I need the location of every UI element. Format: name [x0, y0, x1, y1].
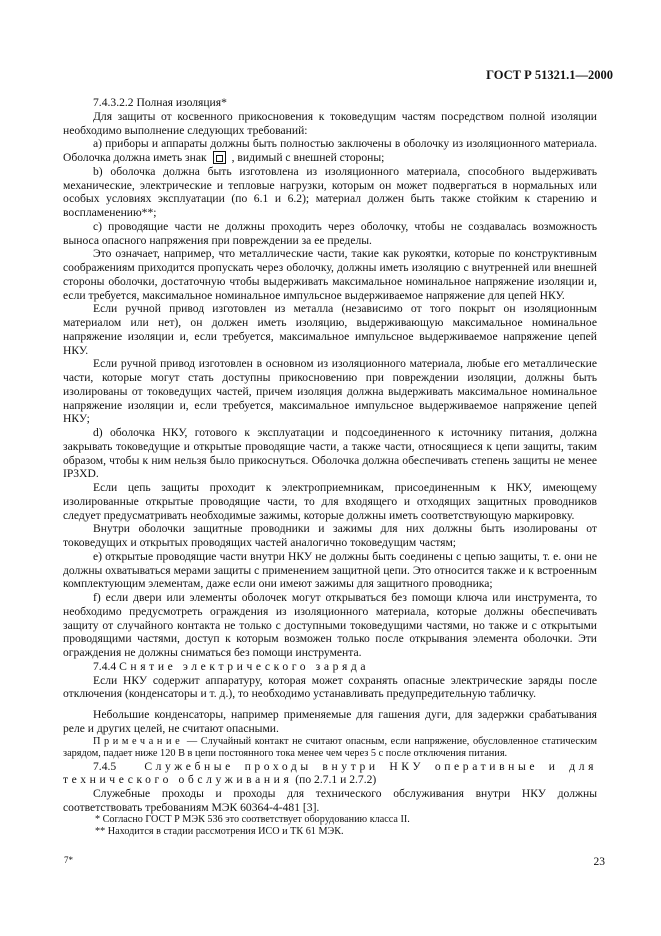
paragraph: Служебные проходы и проходы для технического обслуживания внутри НКУ должны соответствовать требованиям МЭК 60364-4-481 [3].: [63, 787, 597, 814]
paragraph: Внутри оболочки защитные проводники и зажимы для них должны быть изолированы от токоведущих и открытых проводящих частей аналогично токоведущим частям;: [63, 522, 597, 549]
paragraph-item-e: е) открытые проводящие части внутри НКУ не должны быть соединены с цепью защиты, т. е. они не должны охватываться мерами защиты с применением защитной цепи. Это относится также и к встроенным комплектующим элементам, даже если они имеют зажимы для защитного проводника;: [63, 549, 597, 591]
paragraph: Если ручной привод изготовлен из металла (независимо от того покрыт он изоляционным материалом или нет), он должен иметь изоляцию, выдерживающую максимальное номинальное напряжение изоляции и, если требуется, максимальное импульсное выдерживаемое напряжение цепей НКУ.: [63, 302, 597, 357]
paragraph: Небольшие конденсаторы, например применяемые для гашения дуги, для задержки срабатывания реле и других целей, не считают опасными.: [63, 708, 597, 735]
paragraph: Для защиты от косвенного прикосновения к токоведущим частям посредством полной изоляции необходимо выполнение следующих требований:: [63, 109, 597, 137]
paragraph-item-c: с) проводящие части не должны проходить через оболочку, чтобы не создавалась возможность выноса опасного напряжения при повреждении за ее пределы.: [63, 219, 597, 247]
paragraph: Если ручной привод изготовлен в основном из изоляционного материала, любые его металлические части, которые могут стать доступны прикосновению при повреждении изоляции, должны быть изолированы от токоведущих частей, причем изоляция должна выдерживать максимальное номинальное напряжение изоляции и, если требуется, максимальное импульсное выдерживаемое напряжение цепей НКУ;: [63, 357, 597, 426]
sheet-mark: 7*: [64, 855, 73, 865]
section-heading-7-4-3-2-2: 7.4.3.2.2 Полная изоляция*: [93, 96, 227, 109]
paragraph: Если цепь защиты проходит к электроприемникам, присоединенным к НКУ, имеющему изолированные открытые проводящие части, то для входящего и отходящих защитных проводников следует предусматривать необходимые зажимы, которые должны иметь соответствующую маркировку.: [63, 481, 597, 522]
section-heading-7-4-4: 7.4.4 Снятие электрического заряда: [93, 659, 370, 673]
paragraph-item-a: а) приборы и аппараты должны быть полностью заключены в оболочку из изоляционного материала. Оболочка должна иметь знак , видимый с внешней стороны;: [63, 137, 597, 164]
page-number: 23: [593, 856, 605, 868]
paragraph: Если НКУ содержит аппаратуру, которая может сохранять опасные электрические заряды после отключения (конденсаторы и т. д.), то необходимо устанавливать предупредительную табличку.: [63, 673, 597, 701]
double-square-icon: [213, 151, 226, 164]
paragraph-item-d: d) оболочка НКУ, готового к эксплуатации и подсоединенного к источнику питания, должна закрывать токоведущие и открытые проводящие части, а также части, относящиеся к цепи защиты, таким образом, чтобы к ним нельзя было прикоснуться. Оболочка должна обеспечивать степень защиты не менее IP3XD.: [63, 426, 597, 481]
footnote-1: * Согласно ГОСТ Р МЭК 536 это соответствует оборудованию класса II.: [95, 814, 410, 825]
paragraph: Это означает, например, что металлические части, такие как рукоятки, которые по конструктивным соображениям приходится пропускать через оболочку, должны иметь изоляцию с внутренней или внешней стороны оболочки, достаточную чтобы выдерживать максимальное номинальное напряжение изоляции и, если требуется, максимальное номинальное импульсное выдерживаемое напряжение для цепей НКУ.: [63, 247, 597, 302]
paragraph-item-f: f) если двери или элементы оболочек могут открываться без помощи ключа или инструмента, то необходимо предусмотреть ограждения из изоляционного материала, которые должны обеспечивать защиту от случайного контакта не только с доступными токоведущими частями, но также и с открытыми проводящими частями, доступ к которым возможен только после открывания элемента оболочки. Эти ограждения не должны сниматься без помощи инструмента.: [63, 591, 597, 659]
paragraph-item-b: b) оболочка должна быть изготовлена из изоляционного материала, способного выдерживать механические, электрические и тепловые нагрузки, которым он может подвергаться в нормальных или особых условиях эксплуатации (по 6.1 и 6.2); материал должен быть также стойким к старению и воспламенению**;: [63, 164, 597, 219]
section-heading-7-4-5: 7.4.5 Служебные проходы внутри НКУ оперативные и для технического обслуживания (по 2.7.1 и 2.7.2): [63, 759, 598, 787]
main-text: [63, 96, 597, 815]
footnote-2: ** Находится в стадии рассмотрения ИСО и ТК 61 МЭК.: [95, 826, 344, 838]
document-header: ГОСТ Р 51321.1—2000: [486, 68, 613, 82]
note: Примечание — Случайный контакт не считают опасным, если напряжение, обусловленное статическим зарядом, падает ниже 120 В в цепи постоянного тока менее чем через 5 с после отключения питания.: [63, 735, 597, 759]
footnotes: [95, 814, 565, 838]
